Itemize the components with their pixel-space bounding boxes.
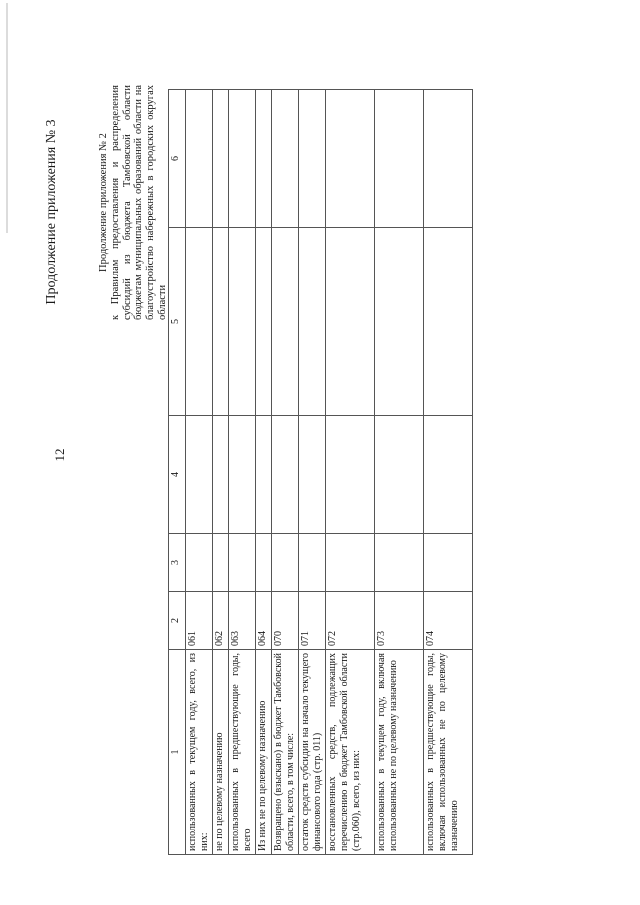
row-code: 062 xyxy=(213,592,229,650)
empty-cell xyxy=(186,228,213,416)
empty-cell xyxy=(256,416,272,534)
row-label: использованных в текущем году, включая использованных не по целевому назначению xyxy=(375,650,424,855)
row-label: Из них не по целевому назначению xyxy=(256,650,272,855)
empty-cell xyxy=(424,534,473,592)
empty-cell xyxy=(375,416,424,534)
row-label: не по целевому назначению xyxy=(213,650,229,855)
row-code: 064 xyxy=(256,592,272,650)
row-label: остаток средств субсидии на начало текущего финансового года (стр. 011) xyxy=(299,650,326,855)
row-code: 063 xyxy=(229,592,256,650)
header-cell: 3 xyxy=(169,534,186,592)
empty-cell xyxy=(256,534,272,592)
empty-cell xyxy=(213,534,229,592)
empty-cell xyxy=(229,534,256,592)
empty-cell xyxy=(213,416,229,534)
row-label: использованных в предшествующие годы, включая использованных не по целевому назначению xyxy=(424,650,473,855)
appendix-reference-text: к Правилам предоставления и распределения субсидий из бюджета Тамбовской области бюджетам муниципальных образований области на благоустройство набережных в городских округах области xyxy=(109,85,168,320)
table-row xyxy=(229,90,256,855)
empty-cell xyxy=(326,416,375,534)
appendix-reference xyxy=(98,85,169,320)
empty-cell xyxy=(229,228,256,416)
table-row xyxy=(375,90,424,855)
header-cell: 6 xyxy=(169,90,186,228)
page-number: 12 xyxy=(52,448,67,462)
header-cell: 5 xyxy=(169,228,186,416)
empty-cell xyxy=(256,228,272,416)
empty-cell xyxy=(213,228,229,416)
empty-cell xyxy=(186,534,213,592)
header-cell: 4 xyxy=(169,416,186,534)
row-code: 072 xyxy=(326,592,375,650)
row-label: Возвращено (взыскано) в бюджет Тамбовской области, всего, в том числе: xyxy=(272,650,299,855)
table-row xyxy=(326,90,375,855)
continuation-title: Продолжение приложения № 3 xyxy=(44,119,59,305)
empty-cell xyxy=(299,534,326,592)
table-row xyxy=(213,90,229,855)
header-cell: 1 xyxy=(169,650,186,855)
table-row xyxy=(272,90,299,855)
empty-cell xyxy=(299,228,326,416)
row-code: 073 xyxy=(375,592,424,650)
table-row xyxy=(299,90,326,855)
empty-cell xyxy=(375,90,424,228)
empty-cell xyxy=(424,90,473,228)
table-row xyxy=(256,90,272,855)
empty-cell xyxy=(424,416,473,534)
report-table xyxy=(168,89,473,855)
empty-cell xyxy=(375,534,424,592)
empty-cell xyxy=(256,90,272,228)
table-row xyxy=(424,90,473,855)
row-label: использованных в предшествующие годы, всего xyxy=(229,650,256,855)
empty-cell xyxy=(229,90,256,228)
empty-cell xyxy=(326,90,375,228)
empty-cell xyxy=(299,416,326,534)
header-cell: 2 xyxy=(169,592,186,650)
appendix-reference-title: Продолжение приложения № 2 xyxy=(98,133,109,272)
empty-cell xyxy=(424,228,473,416)
row-code: 061 xyxy=(186,592,213,650)
empty-cell xyxy=(213,90,229,228)
empty-cell xyxy=(326,534,375,592)
empty-cell xyxy=(229,416,256,534)
table-row xyxy=(186,90,213,855)
row-label: использованных в текущем году, всего, из них: xyxy=(186,650,213,855)
empty-cell xyxy=(272,90,299,228)
empty-cell xyxy=(186,90,213,228)
row-code: 074 xyxy=(424,592,473,650)
empty-cell xyxy=(326,228,375,416)
row-code: 071 xyxy=(299,592,326,650)
empty-cell xyxy=(375,228,424,416)
empty-cell xyxy=(272,416,299,534)
row-label: восстановленных средств, подлежащих перечислению в бюджет Тамбовской области (стр.060), всего, из них: xyxy=(326,650,375,855)
table-header-row xyxy=(169,90,186,855)
empty-cell xyxy=(272,228,299,416)
empty-cell xyxy=(272,534,299,592)
empty-cell xyxy=(299,90,326,228)
row-code: 070 xyxy=(272,592,299,650)
empty-cell xyxy=(186,416,213,534)
